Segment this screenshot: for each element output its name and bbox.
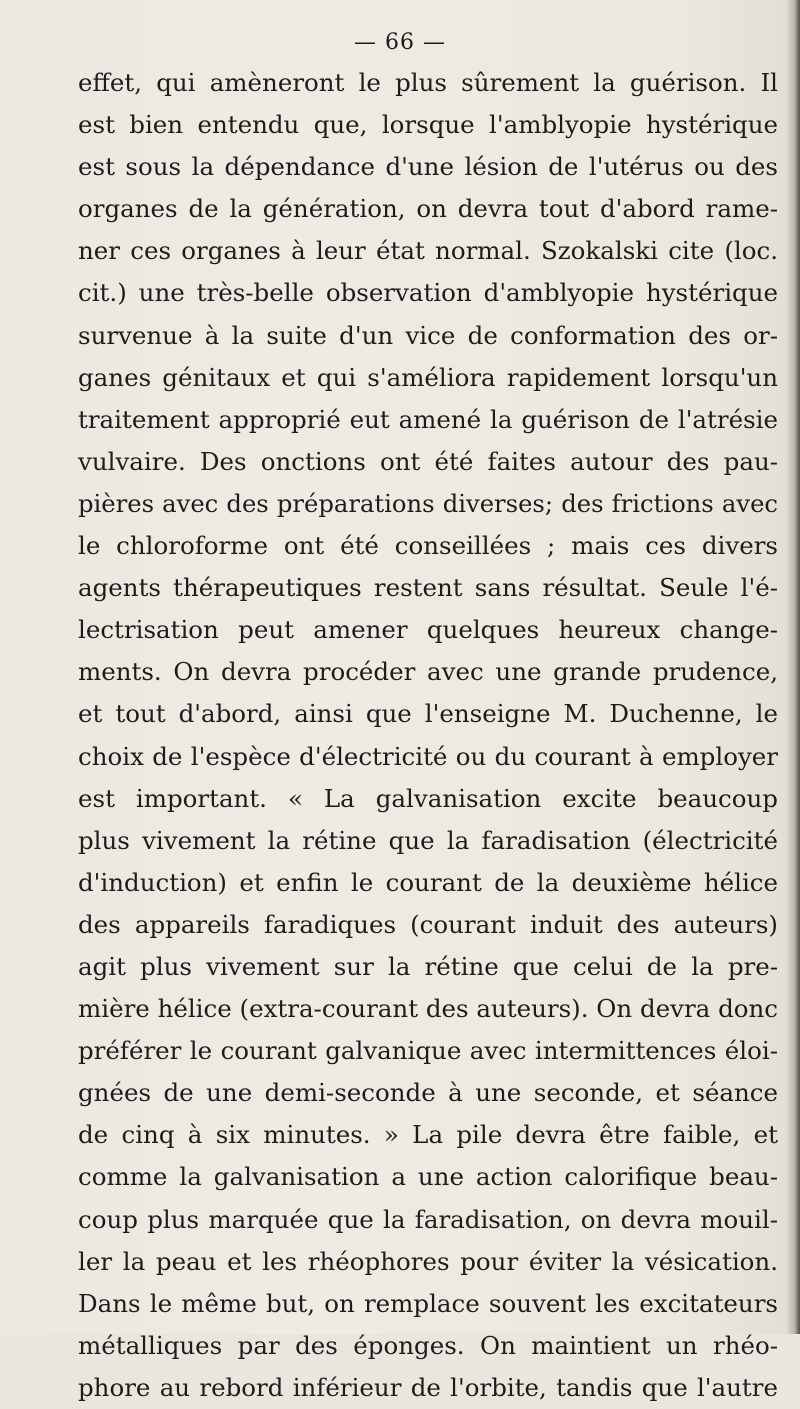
text-line: ments. On devra procéder avec une grande prudence, [78, 657, 778, 687]
text-line: choix de l'espèce d'électricité ou du courant à employer [78, 741, 778, 771]
text-line: traitement approprié eut amené la guérison de l'atrésie [78, 404, 778, 434]
text-line: le chloroforme ont été conseillées ; mais ces divers [78, 531, 778, 561]
text-line: lectrisation peut amener quelques heureux change- [78, 615, 778, 645]
text-line: de cinq à six minutes. » La pile devra être faible, et [78, 1120, 778, 1150]
page-number: — 66 — [354, 30, 446, 55]
text-line: est bien entendu que, lorsque l'amblyopie hystérique [78, 110, 778, 140]
text-line: plus vivement la rétine que la faradisation (électricité [78, 825, 778, 855]
text-line: phore au rebord inférieur de l'orbite, tandis que l'autre [78, 1372, 778, 1402]
body-text [78, 62, 778, 1409]
text-line: est important. « La galvanisation excite beaucoup [78, 783, 778, 813]
text-line: coup plus marquée que la faradisation, on devra mouil- [78, 1204, 778, 1234]
text-line: vulvaire. Des onctions ont été faites autour des pau- [78, 446, 778, 476]
text-line: ner ces organes à leur état normal. Szokalski cite (loc. [78, 236, 778, 266]
text-line: cit.) une très-belle observation d'amblyopie hystérique [78, 278, 778, 308]
text-line: des appareils faradiques (courant induit des auteurs) [78, 909, 778, 939]
text-line: préférer le courant galvanique avec intermittences éloi- [78, 1036, 778, 1066]
text-line: ler la peau et les rhéophores pour éviter la vésication. [78, 1246, 778, 1276]
text-line: et tout d'abord, ainsi que l'enseigne M. Duchenne, le [78, 699, 778, 729]
text-line: mière hélice (extra-courant des auteurs). On devra donc [78, 994, 779, 1024]
text-line: pières avec des préparations diverses; des frictions avec [78, 488, 778, 518]
text-line: agit plus vivement sur la rétine que celui de la pre- [78, 951, 778, 981]
text-line: gnées de une demi-seconde à une seconde, et séance [78, 1078, 778, 1108]
text-line: agents thérapeutiques restent sans résultat. Seule l'é- [78, 573, 778, 603]
text-line: Dans le même but, on remplace souvent les excitateurs [78, 1288, 778, 1318]
text-line: effet, qui amèneront le plus sûrement la guérison. Il [78, 68, 778, 97]
text-line: survenue à la suite d'un vice de conformation des or- [78, 320, 778, 350]
text-line: d'induction) et enfin le courant de la deuxième hélice [78, 867, 778, 897]
page-edge-shadow [786, 0, 800, 1334]
text-line: comme la galvanisation a une action calorifique beau- [78, 1162, 778, 1192]
text-line: est sous la dépendance d'une lésion de l'utérus ou des [78, 152, 778, 182]
text-line: ganes génitaux et qui s'améliora rapidement lorsqu'un [78, 362, 778, 392]
text-line: métalliques par des éponges. On maintient un rhéo- [78, 1330, 778, 1360]
text-line: organes de la génération, on devra tout d'abord rame- [78, 194, 778, 224]
